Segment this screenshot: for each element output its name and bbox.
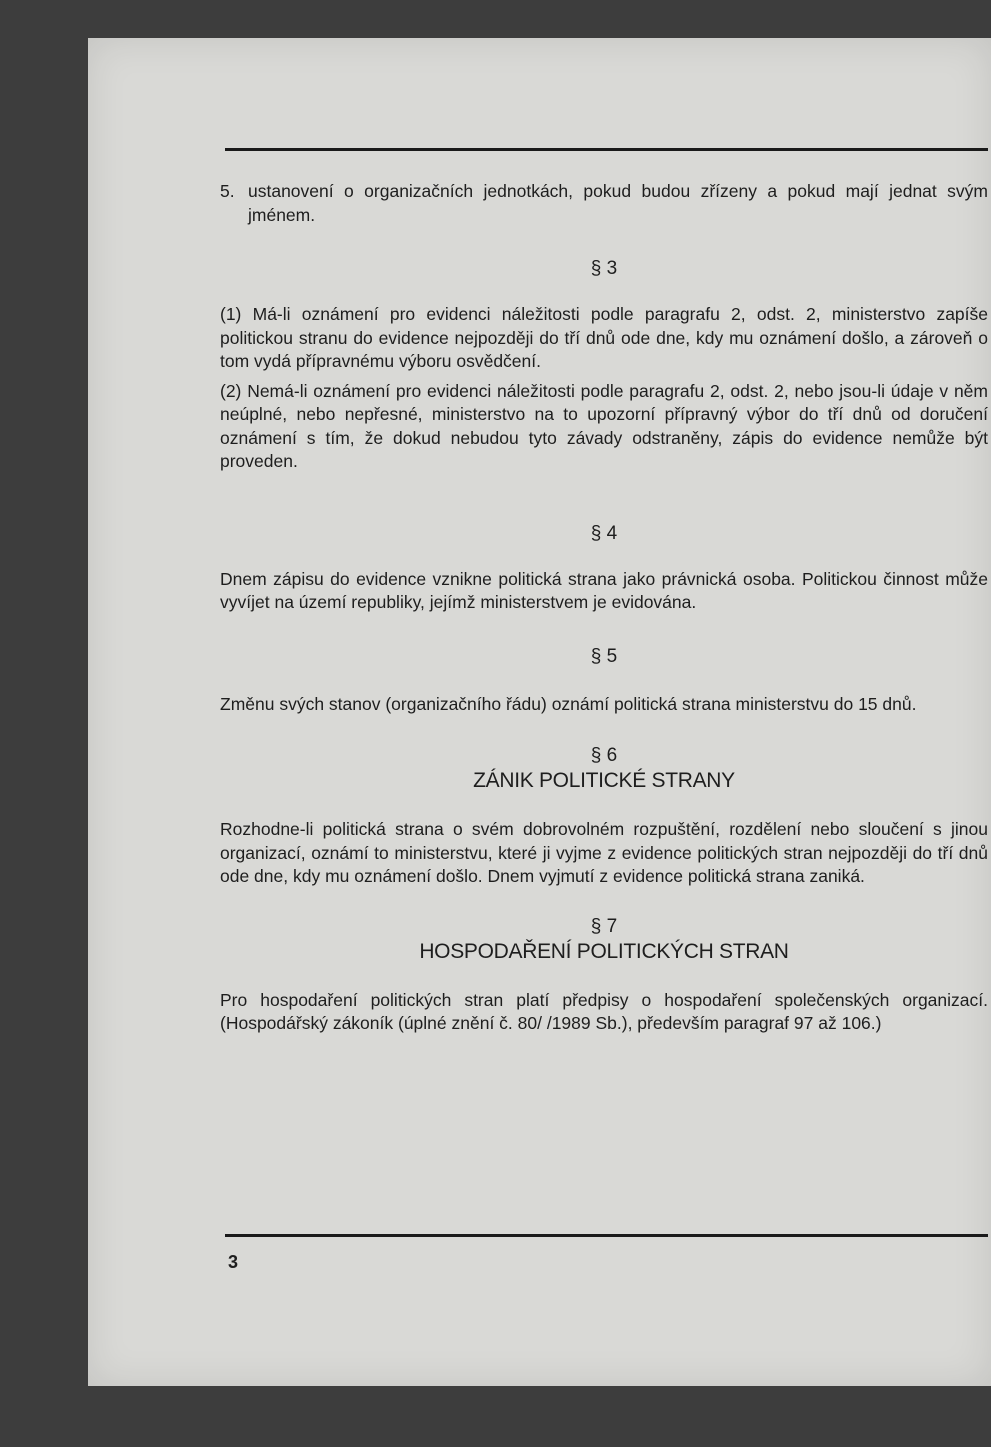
section-5-paragraph: Změnu svých stanov (organizačního řádu) oznámí politická strana ministerstvu do 15 dnů. [220,693,917,714]
item-number: 5. [220,181,235,201]
list-item-5 [220,180,988,227]
document-page [88,38,991,1386]
section-7-paragraph: Pro hospodaření politických stran platí předpisy o hospodaření společenských organizací. (Hospodářský zákoník (úplné znění č. 80/ /1989 Sb.), především paragraf 97 až 106.) [220,989,988,1033]
document-body [220,180,988,1036]
item-text: ustanovení o organizačních jednotkách, pokud budou zřízeny a pokud mají jednat svým jménem. [248,181,988,225]
section-5-heading: § 5 [590,645,618,667]
top-rule [225,148,988,151]
section-4-heading: § 4 [590,522,618,544]
section-7-heading: § 7 [590,915,618,937]
section-3-paragraph-2: (2) Nemá-li oznámení pro evidenci náležitosti podle paragrafu 2, odst. 2, nebo jsou-li údaje v něm neúplné, nebo nepřesné, ministerstvo na to upozorní přípravný výbor do tří dnů od doručení oznámení s tím, že dokud nebudou tyto závady odstraněny, zápis do evidence nemůže být proveden. [220,380,988,471]
section-6-paragraph: Rozhodne-li politická strana o svém dobrovolném rozpuštění, rozdělení nebo sloučení s jinou organizací, oznámí to ministerstvu, které ji vyjme z evidence politických stran nejpozději do tří dnů ode dne, kdy mu oznámení došlo. Dnem vyjmutí z evidence politická strana zaniká. [220,819,988,886]
page-number: 3 [228,1252,239,1272]
section-4-paragraph: Dnem zápisu do evidence vznikne politická strana jako právnická osoba. Politickou činnost může vyvíjet na území republiky, jejímž ministerstvem je evidována. [220,568,988,612]
section-3-heading: § 3 [590,258,618,279]
section-6-heading: § 6 [590,745,618,766]
section-3-paragraph-1: (1) Má-li oznámení pro evidenci náležitosti podle paragrafu 2, odst. 2, ministerstvo zapíše politickou stranu do evidence nejpozději do tří dnů ode dne, kdy mu oznámení došlo, a zároveň o tom vydá přípravnému výboru osvědčení. [220,304,988,371]
section-6-title: ZÁNIK POLITICKÉ STRANY [473,769,735,792]
bottom-rule [225,1234,988,1237]
section-7-title: HOSPODAŘENÍ POLITICKÝCH STRAN [419,939,789,963]
